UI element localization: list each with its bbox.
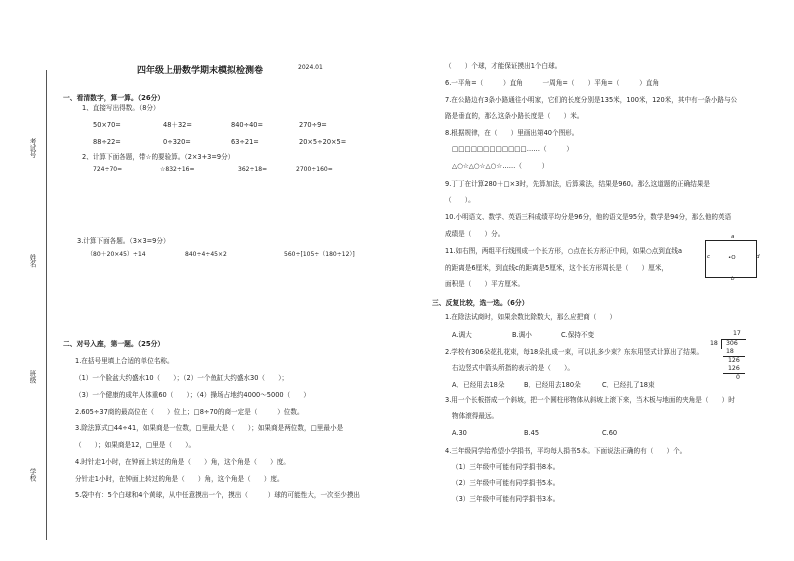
question-text: 1.在括号里填上合适的单位名称。	[75, 357, 174, 365]
calc-item: 63÷21=	[231, 138, 259, 146]
question-text: 成绩是（ ）分。	[445, 230, 505, 238]
question-text: （ ）；如果商是12，□里是（ ）。	[75, 441, 196, 449]
option: C．已经扎了18束	[602, 381, 655, 389]
question-text: 物体滚得最远。	[452, 412, 499, 420]
division-rule	[723, 373, 745, 374]
section-2-heading: 二、对号入座，第一题。（25分）	[63, 340, 165, 348]
option: B.调小	[512, 331, 532, 339]
center-point-label: •O	[728, 255, 736, 261]
question-text: 分针走1小时，在钟面上转过的角是（ ）角，这个角是（ ）度。	[75, 475, 284, 483]
calc-item: 50×70=	[93, 121, 121, 129]
question-text: 9.丁丁在计算280＋□×3时，先算加法，后算乘法，结果是960。那么这道题的正确结果是	[445, 180, 711, 188]
q1-2-heading: 2、计算下面各题，带☆的要验算。（2×3+3=9分）	[82, 153, 235, 161]
calc-item: 724÷70=	[93, 166, 123, 173]
question-text: 3.除法算式□44÷41，如果商是一位数，□里最大是（ ）；如果商是两位数，□里最小是	[75, 424, 344, 432]
calc-item: 270÷9=	[299, 121, 327, 129]
question-text: 4.时针走1小时，在钟面上转过的角是（ ）角，这个角是（ ）度。	[75, 458, 290, 466]
division-remainder-1: 126	[728, 357, 740, 364]
page-title: 四年级上册数学期末模拟检测卷	[137, 66, 264, 76]
question-text: 的距离是6厘米，到直线c的距离是5厘米，这个长方形周长是（ ）厘米，	[445, 264, 669, 272]
exam-date: 2024.01	[298, 64, 323, 71]
question-text: 5.袋中有：5个白球和4个黄球，从中任意摸出一个，摸出（ ）球的可能性大，一次至少摸出	[75, 491, 361, 499]
calc-item: （80＋20×45）÷14	[87, 251, 146, 258]
question-text: （ ）。	[445, 196, 475, 204]
class-label: 班级	[28, 370, 36, 384]
calc-item: 88÷22=	[93, 138, 121, 146]
question-text: 3.用一个长板搭成一个斜坡，把一个圆柱形物体从斜坡上滚下来，当木板与地面的夹角是（ ）时	[445, 396, 735, 404]
question-text: 11.如右图，两组平行线围成一个长方形，○点在长方形正中间，如果○点到直线a	[445, 247, 683, 255]
pattern-row: □□□□□□□□□□□□……（ ）	[452, 145, 573, 153]
calc-item: 20×5÷20×5=	[299, 138, 347, 146]
option: C.60	[602, 429, 618, 437]
statement-item: （1）三年级中可能有同学捐书8本。	[452, 463, 560, 471]
question-text: 2.605÷37商的最高位在（ ）位上；□8÷70的商一定是（ ）位数。	[75, 408, 304, 416]
calc-item: 48＋32=	[163, 121, 192, 129]
question-text: 2.学校有306朵花扎花束，每18朵扎成一束，可以扎多少束？东东用竖式计算出了结果。	[445, 348, 704, 356]
calc-item: 560÷[105÷（180÷12）]	[284, 251, 355, 258]
line-b-label: b	[731, 276, 735, 282]
question-text: 路是垂直的，那么这条小路长度是（ ）米。	[445, 112, 584, 120]
exam-number-label: 考试号	[28, 138, 36, 158]
statement-item: （2）三年级中可能有同学捐书5本。	[452, 479, 560, 487]
section-3-heading: 三、反复比较，选一选。（6分）	[432, 299, 529, 307]
question-text: 8.根据规律，在（ ）里画出第40个图形。	[445, 129, 579, 137]
question-text: （1）一个脸盆大约盛水10（ ）；（2）一个鱼缸大约盛水30（ ）；	[75, 374, 289, 382]
question-text: 4.三年级同学给希望小学捐书，平均每人捐书5本。下面说法正确的有（ ）个。	[445, 447, 687, 455]
calc-item: 840÷40=	[231, 121, 264, 129]
calc-item: 362÷18=	[238, 166, 268, 173]
name-label: 姓名	[28, 254, 36, 268]
division-divisor: 18	[710, 340, 718, 347]
division-product-1: 18	[726, 348, 734, 355]
calc-item: 0÷320=	[163, 138, 191, 146]
division-quotient: 17	[733, 330, 741, 337]
q1-3-heading: 3.计算下面各题。（3×3=9分）	[77, 237, 170, 245]
line-c-label: c	[707, 254, 711, 260]
option: A.调大	[452, 331, 472, 339]
q1-1-heading: 1、直接写出得数。（8分）	[82, 104, 160, 112]
option: C.保持不变	[561, 331, 595, 339]
long-division	[707, 330, 747, 385]
option: B.45	[524, 429, 540, 437]
option: A．已经用去18朵	[452, 381, 505, 389]
option: B．已经用去180朵	[524, 381, 581, 389]
rectangle-figure	[700, 234, 762, 284]
question-text: 6.一平角=（ ）直角 一周角=（ ）平角=（ ）直角	[445, 79, 660, 87]
section-1-heading: 一、看清数字，算一算。（26分）	[63, 94, 165, 102]
division-dividend: 306	[726, 340, 738, 347]
question-text: 7.在公路边有3条小路通往小明家，它们的长度分别是135米，100米，120米，其中有一条小路与公	[445, 96, 738, 104]
binding-line	[46, 70, 47, 540]
question-text: 1.在除法试商时，如果余数比除数大，那么应把商（ ）	[445, 313, 617, 321]
question-text: 右边竖式中箭头所指的表示的是（ ）。	[452, 364, 574, 372]
pattern-row: △○☆△○☆△○☆……（ ）	[452, 162, 549, 170]
calc-item: ☆832÷16=	[160, 166, 195, 173]
calc-item: 2700÷160=	[296, 166, 333, 173]
school-label: 学校	[28, 468, 36, 482]
line-d-label: d	[756, 254, 760, 260]
question-text: 10.小明语文、数学、英语三科成绩平均分是96分，他的语文是95分，数学是94分，那么他的英语	[445, 213, 732, 221]
calc-item: 840÷4÷45×2	[185, 251, 227, 258]
division-product-2: 126	[728, 365, 740, 372]
statement-item: （3）三年级中可能有同学捐书3本。	[452, 495, 560, 503]
division-remainder-2: 0	[736, 374, 740, 381]
question-text: （ ）个球，才能保证摸出1个白球。	[445, 62, 562, 70]
line-a-label: a	[731, 234, 735, 240]
option: A.30	[452, 429, 467, 437]
question-text: （3）一个健康的成年人体重60（ ）；（4）操场占地约4000～5000（ ）	[75, 391, 310, 399]
question-text: 面积是（ ）平方厘米。	[445, 280, 525, 288]
